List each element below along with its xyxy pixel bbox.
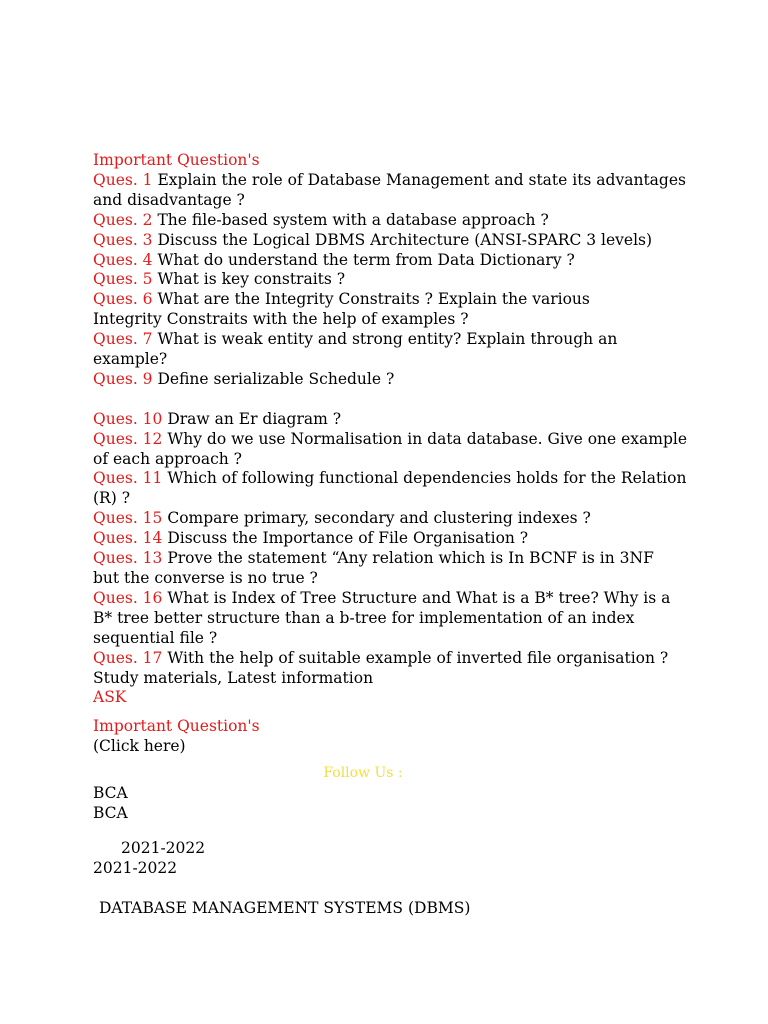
question-label: Ques. 17 (93, 648, 163, 667)
question-label: Ques. 7 (93, 330, 153, 349)
question-11 (93, 469, 693, 509)
question-text: The file-based system with a database approach ? (152, 210, 549, 229)
question-label: Ques. 16 (93, 588, 163, 607)
question-label: Ques. 3 (93, 230, 153, 249)
question-3 (93, 231, 693, 251)
question-17 (93, 649, 693, 669)
question-label: Ques. 9 (93, 369, 153, 388)
question-14 (93, 529, 693, 549)
question-text: Which of following functional dependencies holds for the Relation (R) ? (93, 469, 687, 508)
question-13 (93, 549, 693, 569)
question-text: Why do we use Normalisation in data database. Give one example of each approach ? (93, 429, 688, 468)
question-text: What is Index of Tree Structure and What is a B* tree? Why is a B* tree better structure than a b-tree for implementation of an index sequential file ? (93, 588, 671, 647)
question-2 (93, 211, 693, 231)
ask-link[interactable]: ASK (93, 688, 127, 707)
question-text: Explain the role of Database Management and state its advantages and disadvantage ? (93, 170, 686, 209)
question-label: Ques. 10 (93, 409, 163, 428)
question-label: Ques. 5 (93, 270, 153, 289)
click-here-link[interactable]: (Click here) (93, 737, 186, 756)
important-questions-heading-2: Important Question's (93, 717, 260, 736)
subject-title: DATABASE MANAGEMENT SYSTEMS (DBMS) (99, 898, 471, 917)
question-4 (93, 251, 693, 271)
question-label: Ques. 14 (93, 529, 163, 548)
question-12 (93, 430, 693, 470)
academic-year: 2021-2022 (93, 858, 178, 877)
question-label: Ques. 13 (93, 549, 163, 568)
question-7 (93, 330, 693, 370)
question-text: Integrity Constraits with the help of examples ? (93, 310, 469, 329)
blank-line (93, 390, 693, 410)
question-text: What are the Integrity Constraits ? Explain the various (152, 290, 590, 309)
question-label: Ques. 2 (93, 210, 153, 229)
academic-year: 2021-2022 (121, 838, 206, 857)
questions-block (93, 151, 693, 757)
course-name: BCA (93, 803, 128, 822)
question-text: What is key constraits ? (152, 270, 346, 289)
question-9 (93, 370, 693, 390)
question-text: Define serializable Schedule ? (152, 369, 395, 388)
question-6-continued (93, 310, 693, 330)
question-text: Draw an Er diagram ? (162, 409, 342, 428)
question-text: Discuss the Importance of File Organisation ? (162, 529, 529, 548)
question-text: Discuss the Logical DBMS Architecture (ANSI-SPARC 3 levels) (152, 230, 653, 249)
question-text: but the converse is no true ? (93, 569, 318, 588)
question-text: With the help of suitable example of inverted file organisation ? (162, 648, 669, 667)
question-label: Ques. 11 (93, 469, 163, 488)
study-materials-line: Study materials, Latest information (93, 668, 374, 687)
course-info-block (93, 784, 470, 919)
important-questions-heading: Important Question's (93, 151, 260, 169)
question-13-continued (93, 569, 693, 589)
question-text: Compare primary, secondary and clustering indexes ? (162, 509, 591, 528)
question-text: Prove the statement “Any relation which is In BCNF is in 3NF (162, 549, 654, 568)
question-10 (93, 410, 693, 430)
question-1 (93, 171, 693, 211)
follow-us-label: Follow Us : (323, 765, 403, 781)
course-name: BCA (93, 784, 128, 802)
question-15 (93, 509, 693, 529)
question-5 (93, 270, 693, 290)
question-label: Ques. 6 (93, 290, 153, 309)
question-text: What is weak entity and strong entity? Explain through an example? (93, 330, 618, 369)
question-16 (93, 589, 693, 649)
question-6 (93, 290, 693, 310)
question-text: What do understand the term from Data Dictionary ? (152, 250, 575, 269)
question-label: Ques. 4 (93, 250, 153, 269)
question-label: Ques. 12 (93, 429, 163, 448)
question-label: Ques. 1 (93, 170, 153, 189)
question-label: Ques. 15 (93, 509, 163, 528)
